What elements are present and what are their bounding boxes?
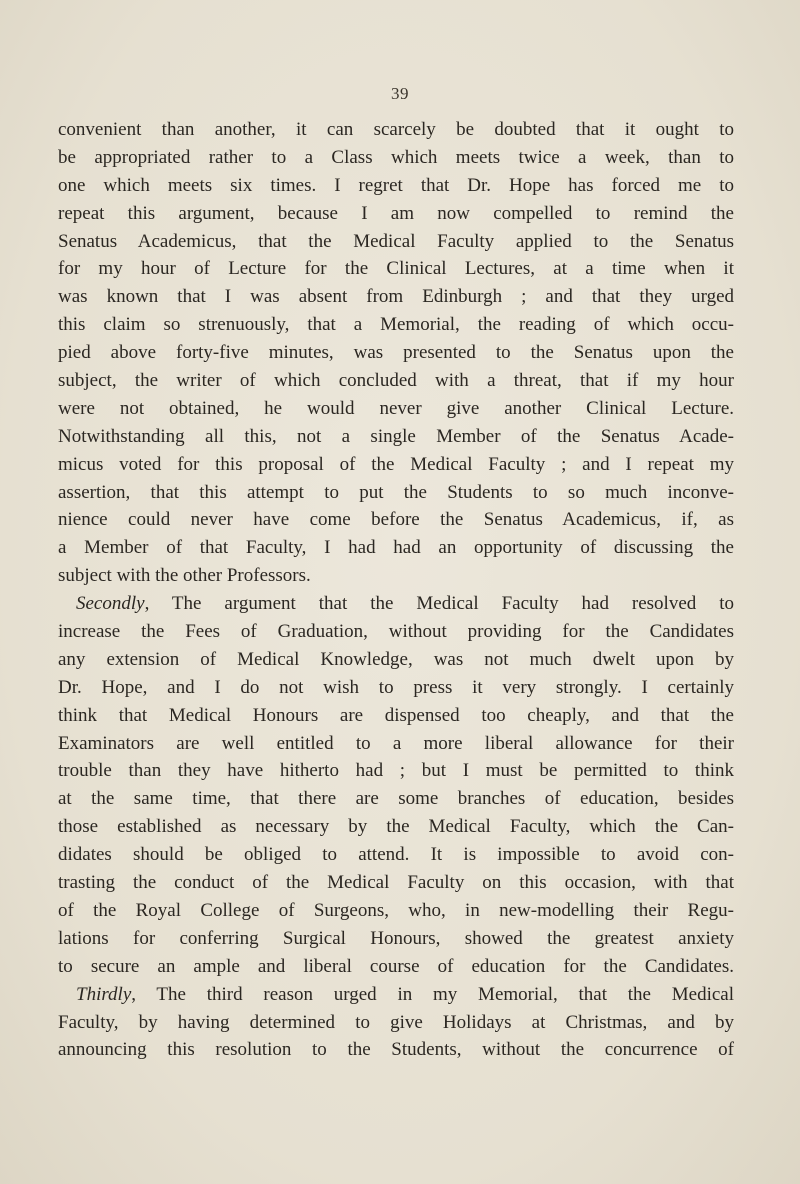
- text-line: Senatus Academicus, that the Medical Faculty applied to the Senatus: [58, 230, 734, 252]
- text-line: Examinators are well entitled to a more liberal allowance for their: [58, 732, 734, 754]
- text-line: nience could never have come before the Senatus Academicus, if, as: [58, 509, 734, 531]
- text-line: Faculty, by having determined to give Holidays at Christmas, and by: [58, 1011, 734, 1033]
- text-line: for my hour of Lecture for the Clinical Lectures, at a time when it: [58, 258, 734, 280]
- text-line: Dr. Hope, and I do not wish to press it very strongly. I certainly: [58, 676, 734, 698]
- text-line: of the Royal College of Surgeons, who, in new-modelling their Regu-: [58, 899, 734, 921]
- text-line: this claim so strenuously, that a Memorial, the reading of which occu-: [58, 314, 734, 336]
- text-line: subject, the writer of which concluded with a threat, that if my hour: [58, 370, 734, 392]
- text-line: were not obtained, he would never give another Clinical Lecture.: [58, 397, 734, 419]
- text-line: repeat this argument, because I am now compelled to remind the: [58, 202, 734, 224]
- text-line: be appropriated rather to a Class which meets twice a week, than to: [58, 146, 734, 168]
- text-line: trouble than they have hitherto had ; but I must be permitted to think: [58, 760, 734, 782]
- text-line: was known that I was absent from Edinburgh ; and that they urged: [58, 286, 734, 308]
- paragraph-secondly: Secondly, The argument that the Medical Faculty had resolved to: [76, 593, 734, 615]
- text-line: those established as necessary by the Medical Faculty, which the Can-: [58, 816, 734, 838]
- page-number: 39: [391, 84, 409, 103]
- text-line: pied above forty-five minutes, was presented to the Senatus upon the: [58, 342, 734, 364]
- text-line: trasting the conduct of the Medical Faculty on this occasion, with that: [58, 872, 734, 894]
- text-line: lations for conferring Surgical Honours, showed the greatest anxiety: [58, 927, 734, 949]
- paragraph-thirdly: Thirdly, The third reason urged in my Memorial, that the Medical: [76, 983, 734, 1005]
- text-line: didates should be obliged to attend. It is impossible to avoid con-: [58, 844, 734, 866]
- text-line: think that Medical Honours are dispensed too cheaply, and that the: [58, 704, 734, 726]
- text-line: announcing this resolution to the Students, without the concurrence of: [58, 1039, 734, 1061]
- body-text: [58, 116, 734, 1064]
- text-line: micus voted for this proposal of the Medical Faculty ; and I repeat my: [58, 453, 734, 475]
- text-line: at the same time, that there are some branches of education, besides: [58, 788, 734, 810]
- text-line: convenient than another, it can scarcely be doubted that it ought to: [58, 119, 734, 140]
- text-line: one which meets six times. I regret that Dr. Hope has forced me to: [58, 174, 734, 196]
- text-line: a Member of that Faculty, I had had an opportunity of discussing the: [58, 537, 734, 559]
- text-line: any extension of Medical Knowledge, was not much dwelt upon by: [58, 648, 734, 670]
- text-line: assertion, that this attempt to put the Students to so much inconve-: [58, 481, 734, 503]
- text-line: increase the Fees of Graduation, without providing for the Candidates: [58, 621, 734, 643]
- text-line: subject with the other Professors.: [58, 565, 311, 587]
- text-line: to secure an ample and liberal course of education for the Candidates.: [58, 955, 734, 977]
- text-line: Notwithstanding all this, not a single Member of the Senatus Acade-: [58, 425, 734, 447]
